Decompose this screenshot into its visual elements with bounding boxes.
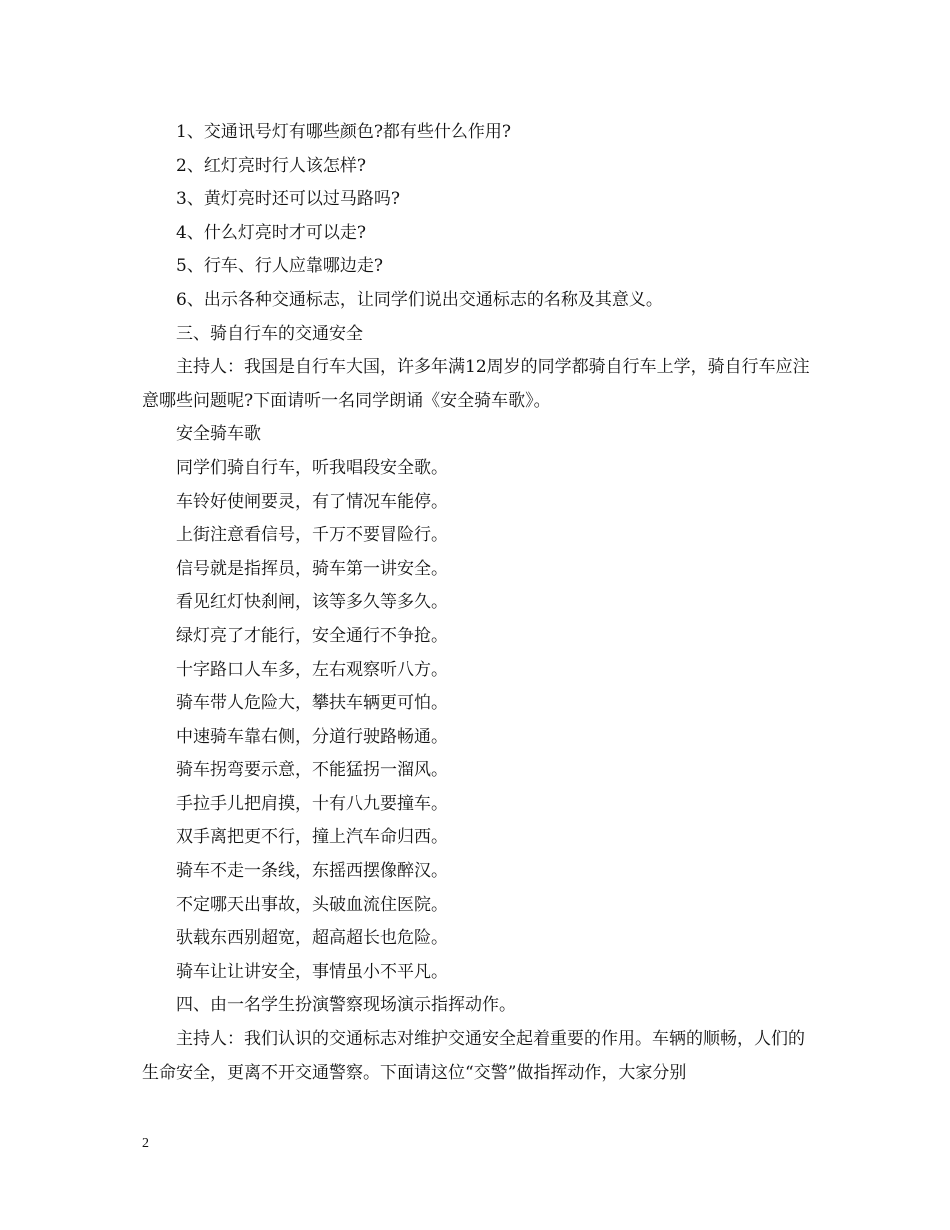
- document-body: [142, 116, 812, 1090]
- section-heading-4: 四、由一名学生扮演警察现场演示指挥动作。: [176, 995, 516, 1016]
- poem-line-15: 驮载东西别超宽，超高超长也危险。: [176, 928, 448, 949]
- poem-line-16: 骑车让让讲安全，事情虽小不平凡。: [176, 961, 448, 982]
- question-6: 6、出示各种交通标志，让同学们说出交通标志的名称及其意义。: [176, 289, 663, 310]
- page-number: 2: [142, 1136, 149, 1151]
- poem-line-13: 骑车不走一条线，东摇西摆像醉汉。: [176, 861, 448, 882]
- poem-line-1: 同学们骑自行车，听我唱段安全歌。: [176, 457, 448, 478]
- question-3: 3、黄灯亮时还可以过马路吗?: [176, 189, 400, 210]
- question-1: 1、交通讯号灯有哪些颜色?都有些什么作用?: [176, 122, 512, 142]
- question-5: 5、行车、行人应靠哪边走?: [176, 256, 383, 277]
- poem-line-12: 双手离把更不行，撞上汽车命归西。: [176, 827, 448, 848]
- poem-line-8: 骑车带人危险大，攀扶车辆更可怕。: [176, 693, 448, 714]
- poem-line-2: 车铃好使闸要灵，有了情况车能停。: [176, 491, 448, 512]
- poem-line-3: 上街注意看信号，千万不要冒险行。: [176, 525, 448, 546]
- poem-line-6: 绿灯亮了才能行，安全通行不争抢。: [176, 625, 448, 646]
- poem-line-14: 不定哪天出事故，头破血流住医院。: [176, 894, 448, 915]
- poem-line-5: 看见红灯快刹闸，该等多久等多久。: [176, 592, 448, 613]
- host-paragraph-2: 主持人：我们认识的交通标志对维护交通安全起着重要的作用。车辆的顺畅，人们的生命安全，更离不开交通警察。下面请这位“交警”做指挥动作，大家分别: [142, 1029, 805, 1083]
- poem-line-7: 十字路口人车多，左右观察听八方。: [176, 659, 448, 680]
- host-paragraph-1: 主持人：我国是自行车大国，许多年满12周岁的同学都骑自行车上学，骑自行车应注意哪些问题呢?下面请听一名同学朗诵《安全骑车歌》。: [142, 357, 810, 411]
- section-heading-3: 三、骑自行车的交通安全: [176, 323, 363, 344]
- question-4: 4、什么灯亮时才可以走?: [176, 222, 366, 243]
- poem-line-9: 中速骑车靠右侧，分道行驶路畅通。: [176, 726, 448, 747]
- poem-line-11: 手拉手儿把肩摸，十有八九要撞车。: [176, 793, 448, 814]
- question-2: 2、红灯亮时行人该怎样?: [176, 155, 366, 176]
- poem-title: 安全骑车歌: [176, 424, 261, 445]
- poem-line-4: 信号就是指挥员，骑车第一讲安全。: [176, 558, 448, 579]
- poem-line-10: 骑车拐弯要示意，不能猛拐一溜风。: [176, 760, 448, 781]
